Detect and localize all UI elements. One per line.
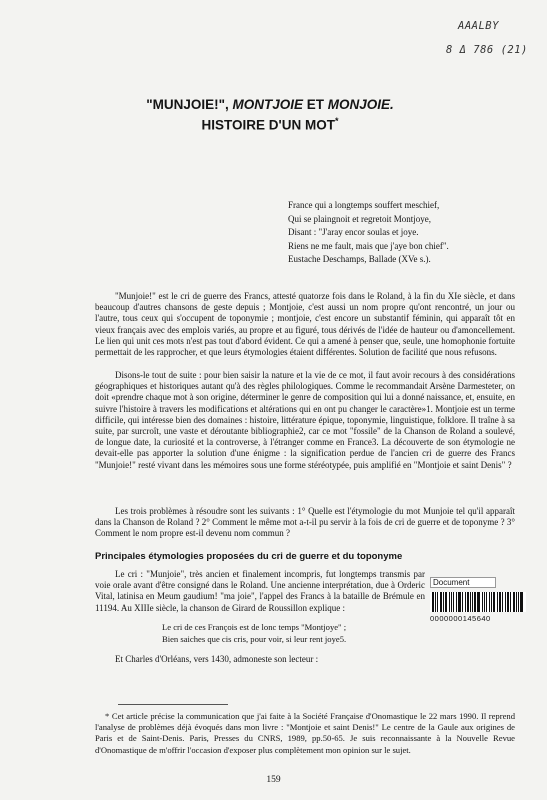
body-paragraph-3 <box>95 506 515 540</box>
article-title <box>60 97 480 134</box>
handwritten-shelfmark-line1: AAALBY <box>458 20 499 32</box>
title-part1: "MUNJOIE!", <box>146 97 233 112</box>
barcode-stripe <box>445 592 447 612</box>
barcode-stripe <box>443 592 444 612</box>
barcode-stripe <box>437 592 438 612</box>
body-paragraph-1 <box>95 291 515 358</box>
title-line2-text: HISTOIRE D'UN MOT <box>201 117 335 133</box>
title-part4: MONJOIE. <box>327 97 394 112</box>
body-paragraph-4 <box>95 569 425 614</box>
title-part3: ET <box>303 97 328 112</box>
epigraph-line: Disant : "J'aray encor soulas et joye. <box>288 227 419 238</box>
verse-quote <box>162 621 346 645</box>
title-line2 <box>60 113 480 134</box>
barcode-stripe <box>449 592 450 612</box>
barcode-stripe <box>432 592 434 612</box>
epigraph-line: Riens ne me fault, mais que j'aye bon chief". <box>288 240 449 251</box>
barcode-sticker <box>430 577 526 623</box>
para2-text: Disons-le tout de suite : pour bien saisir la nature et la vie de ce mot, il faut avoir recours à des considérations géographiques et historiques autant qu'à des règles philologiques. Comme le recommandait Arsène Darmesteter, on doit «prendre chaque mot à son origine, déterminer le genre de composition qui lui a donné naissance, et, ensuite, en suivre l'histoire à travers les modifications et altérations qui en ont pu changer le caractère»1. Montjoie est un terme difficile, qui intéresse bien des domaines : histoire, littérature épique, toponymie, linguistique, folklore. Il traîne à sa suite, par surcroît, une vaste et déroutante bibliographie2, car ce mot "fossile" de la Chanson de Roland a soulevé, de longue date, la curiosité et la controverse, à l'étranger comme en France3. La découverte de son étymologie ne devait-elle pas apporter la solution d'une énigme : la signification perdue de l'ancien cri de guerre des Francs "Munjoie!" resté vivant dans les mémoires sous une forme stéréotypée, puis amplifié en "Montjoie et saint Denis" ? <box>95 370 515 470</box>
footnote <box>95 711 515 756</box>
barcode-stripe <box>470 592 471 612</box>
title-part2: MONTJOIE <box>232 97 304 112</box>
barcode-stripe <box>505 592 506 612</box>
barcode-stripe <box>513 592 515 612</box>
barcode-number: 0000000145640 <box>430 614 491 623</box>
barcode-stripe <box>497 592 498 612</box>
para3-text: Les trois problèmes à résoudre sont les suivants : 1° Quelle est l'étymologie du mot Munjoie tel qu'il apparaît dans la Chanson de Roland ? 2° Comment le même mot a-t-il pu servir à la fois de cri de guerre et de toponyme ? 3° Comment le nom propre est-il devenu nom commun ? <box>95 506 515 539</box>
barcode-stripe <box>440 592 443 612</box>
barcode-stripe <box>474 592 476 612</box>
barcode-stripe <box>520 592 523 612</box>
barcode-stripe <box>482 592 483 612</box>
barcode-stripe <box>453 592 455 612</box>
body-paragraph-5 <box>95 654 395 665</box>
barcode-stripe <box>491 592 492 612</box>
barcode-stripe <box>518 592 519 612</box>
epigraph <box>288 199 449 267</box>
footnote-text: * Cet article précise la communication que j'ai faite à la Société Française d'Onomastique le 22 mars 1990. Il reprend l'analyse de problèmes déjà évoqués dans mon livre : "Montjoie et saint Denis!" Le centre de la Gaule aux origines de Paris et de Saint-Denis. Paris, Presses du CNRS, 1989, pp.50-65. Je suis reconnaissante à la Nouvelle Revue d'Onomastique de m'offrir l'occasion d'exposer plus complètement mon opinion sur le sujet. <box>95 711 515 755</box>
para1-text: "Munjoie!" est le cri de guerre des Francs, attesté quatorze fois dans le Roland, à la fin du XIe siècle, et dans beaucoup d'autres chansons de geste depuis ; Montjoie, c'est aussi un nom propre qu'ont rencontré, un jour ou l'autre, tous ceux qui s'occupent de toponymie ; montjoie, c'est encore un substantif féminin, qui apparaît tôt en vieux français avec des emplois variés, au propre et au figuré, tous dérivés de l'idée de hauteur ou d'amoncellement. Le lien qui unit ces mots n'est pas tout d'abord évident. Ce qui a amené à penser que, seule, une homophonie fortuite permettait de les rapprocher, et que leurs étymologies étaient différentes. Solution de facilité que nous refusons. <box>95 291 515 358</box>
barcode-stripe <box>462 592 463 612</box>
barcode-stripe <box>507 592 509 612</box>
barcode-stripe <box>489 592 490 612</box>
barcode-stripe <box>484 592 485 612</box>
title-footnote-marker: * <box>334 116 339 126</box>
title-line1 <box>60 97 480 113</box>
barcode-stripe <box>465 592 466 612</box>
barcode-stripe <box>467 592 469 612</box>
epigraph-line: Qui se plaingnoit et regretoit Montjoye, <box>288 213 431 224</box>
barcode-stripe <box>456 592 457 612</box>
barcode-stripe <box>493 592 495 612</box>
barcode-stripe <box>435 592 436 612</box>
epigraph-attribution: Eustache Deschamps, Ballade (XVe s.). <box>288 254 431 265</box>
barcode-stripe <box>516 592 517 612</box>
barcode-bars <box>430 592 526 612</box>
page-number: 159 <box>266 775 281 785</box>
section-subheading: Principales étymologies proposées du cri de guerre et du toponyme <box>95 551 403 562</box>
para4-text: Le cri : "Munjoie", très ancien et finalement incompris, fut longtemps transmis par voie orale avant d'être consigné dans le Roland. Une ancienne interprétation, due à Orderic Vital, latinisa en Meum gaudium! "ma joie", l'appel des Francs à la bataille de Brémule en 11194. Au XIIIe siècle, la chanson de Girard de Roussillon explique : <box>95 569 425 613</box>
barcode-stripe <box>451 592 452 612</box>
para5-text: Et Charles d'Orléans, vers 1430, admoneste son lecteur : <box>115 654 319 664</box>
footnote-rule <box>118 704 228 705</box>
quote-line: Le cri de ces François est de lonc temps "Montjoye" ; <box>162 622 347 632</box>
barcode-stripe <box>499 592 502 612</box>
barcode-stripe <box>502 592 503 612</box>
barcode-stripe <box>477 592 480 612</box>
barcode-stripe <box>472 592 473 612</box>
body-paragraph-2 <box>95 370 515 471</box>
barcode-label: Document <box>430 577 496 588</box>
barcode-stripe <box>510 592 511 612</box>
handwritten-shelfmark-line2: 8 Δ 786 (21) <box>446 44 528 56</box>
barcode-stripe <box>458 592 461 612</box>
epigraph-line: France qui a longtemps souffert meschief, <box>288 200 440 210</box>
barcode-stripe <box>486 592 488 612</box>
quote-line: Bien saiches que cis cris, pour voir, si leur rent joye5. <box>162 634 347 644</box>
